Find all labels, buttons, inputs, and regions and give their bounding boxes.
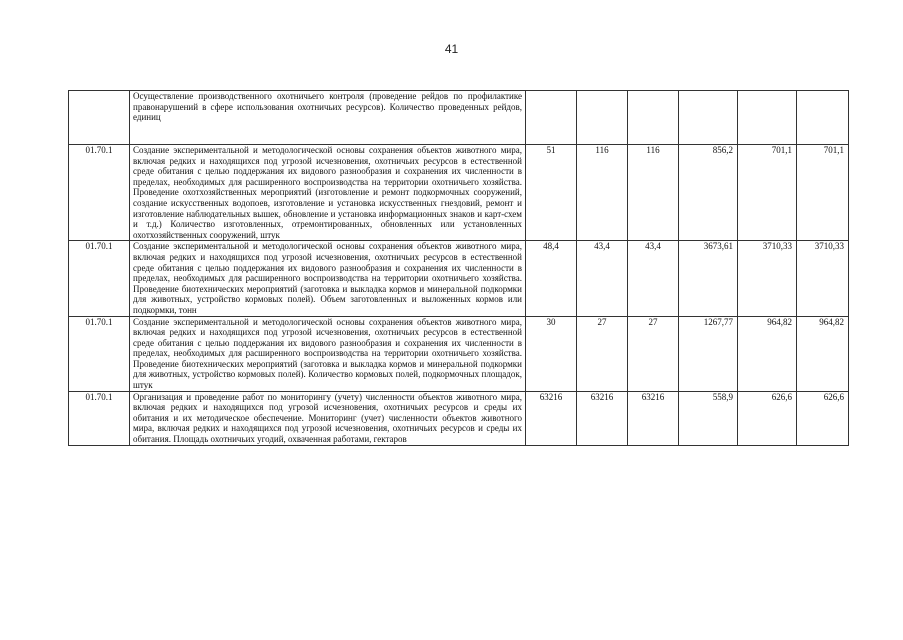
table-row xyxy=(69,145,849,241)
row-value: 856,2 xyxy=(679,145,738,241)
row-value xyxy=(797,91,849,145)
row-code: 01.70.1 xyxy=(69,391,130,445)
row-value: 1267,77 xyxy=(679,316,738,391)
row-value: 701,1 xyxy=(738,145,797,241)
row-value: 626,6 xyxy=(797,391,849,445)
row-value: 63216 xyxy=(577,391,628,445)
row-value: 964,82 xyxy=(738,316,797,391)
row-description: Организация и проведение работ по мониторингу (учету) численности объектов животного мира, включая редких и находящихся под угрозой исчезновения, охотничьих ресурсов и среды их обитания и их методическое обеспечение. Мониторинг (учет) численности объектов животного мира, включая редких и находящихся под угрозой исчезновения, охотничьих ресурсов и среды их обитания. Площадь охотничьих угодий, охваченная работами, гектаров xyxy=(130,391,526,445)
row-value: 43,4 xyxy=(628,241,679,316)
row-description: Осуществление производственного охотничьего контроля (проведение рейдов по профилактике правонарушений в сфере использования охотничьих ресурсов). Количество проведенных рейдов, единиц xyxy=(130,91,526,145)
row-value: 116 xyxy=(628,145,679,241)
table-row xyxy=(69,91,849,145)
row-value: 701,1 xyxy=(797,145,849,241)
row-value xyxy=(679,91,738,145)
row-value: 626,6 xyxy=(738,391,797,445)
row-value: 27 xyxy=(577,316,628,391)
row-description: Создание экспериментальной и методологической основы сохранения объектов животного мира, включая редких и находящихся под угрозой исчезновения, охотничьих ресурсов в естественной среде обитания с целью поддержания их видового разнообразия и сохранения их численности в пределах, необходимых для расширенного воспроизводства на территории охотничьего хозяйства. Проведение биотехнических мероприятий (заготовка и выкладка кормов и минеральной подкормки для животных, устройство кормовых полей). Количество кормовых полей, подкормочных площадок, штук xyxy=(130,316,526,391)
row-value: 43,4 xyxy=(577,241,628,316)
row-value: 27 xyxy=(628,316,679,391)
row-value: 51 xyxy=(526,145,577,241)
row-value xyxy=(628,91,679,145)
row-value: 30 xyxy=(526,316,577,391)
row-code: 01.70.1 xyxy=(69,145,130,241)
row-value: 558,9 xyxy=(679,391,738,445)
table-row xyxy=(69,316,849,391)
row-code: 01.70.1 xyxy=(69,241,130,316)
row-value: 48,4 xyxy=(526,241,577,316)
row-value: 3673,61 xyxy=(679,241,738,316)
row-value: 63216 xyxy=(526,391,577,445)
row-value xyxy=(738,91,797,145)
row-code xyxy=(69,91,130,145)
row-value: 964,82 xyxy=(797,316,849,391)
row-value xyxy=(526,91,577,145)
row-value: 63216 xyxy=(628,391,679,445)
row-code: 01.70.1 xyxy=(69,316,130,391)
row-description: Создание экспериментальной и методологической основы сохранения объектов животного мира, включая редких и находящихся под угрозой исчезновения, охотничьих ресурсов в естественной среде обитания с целью поддержания их видового разнообразия и сохранения их численности в пределах, необходимых для расширенного воспроизводства на территории охотничьего хозяйства. Проведение биотехнических мероприятий (заготовка и выкладка кормов и минеральной подкормки для животных, устройство кормовых полей). Объем заготовленных и выложенных кормов или подкормки, тонн xyxy=(130,241,526,316)
page-number: 41 xyxy=(444,42,459,56)
row-value: 116 xyxy=(577,145,628,241)
row-value: 3710,33 xyxy=(797,241,849,316)
row-description: Создание экспериментальной и методологической основы сохранения объектов животного мира, включая редких и находящихся под угрозой исчезновения, охотничьих ресурсов в естественной среде обитания с целью поддержания их видового разнообразия и сохранения их численности в пределах, необходимых для расширенного воспроизводства на территории охотничьего хозяйства. Проведение охотхозяйственных мероприятий (изготовление и ремонт подкормочных сооружений, создание искусственных водопоев, изготовление и установка искусственных гнездовий, ремонт и изготовление наблюдательных вышек, обновление и установка информационных знаков и карт-схем и т.д.) Количество изготовленных, отремонтированных, обновленных или установленных охотхозяйственных сооружений, штук xyxy=(130,145,526,241)
row-value: 3710,33 xyxy=(738,241,797,316)
table-row xyxy=(69,391,849,445)
table-row xyxy=(69,241,849,316)
indicators-table xyxy=(68,90,849,446)
row-value xyxy=(577,91,628,145)
